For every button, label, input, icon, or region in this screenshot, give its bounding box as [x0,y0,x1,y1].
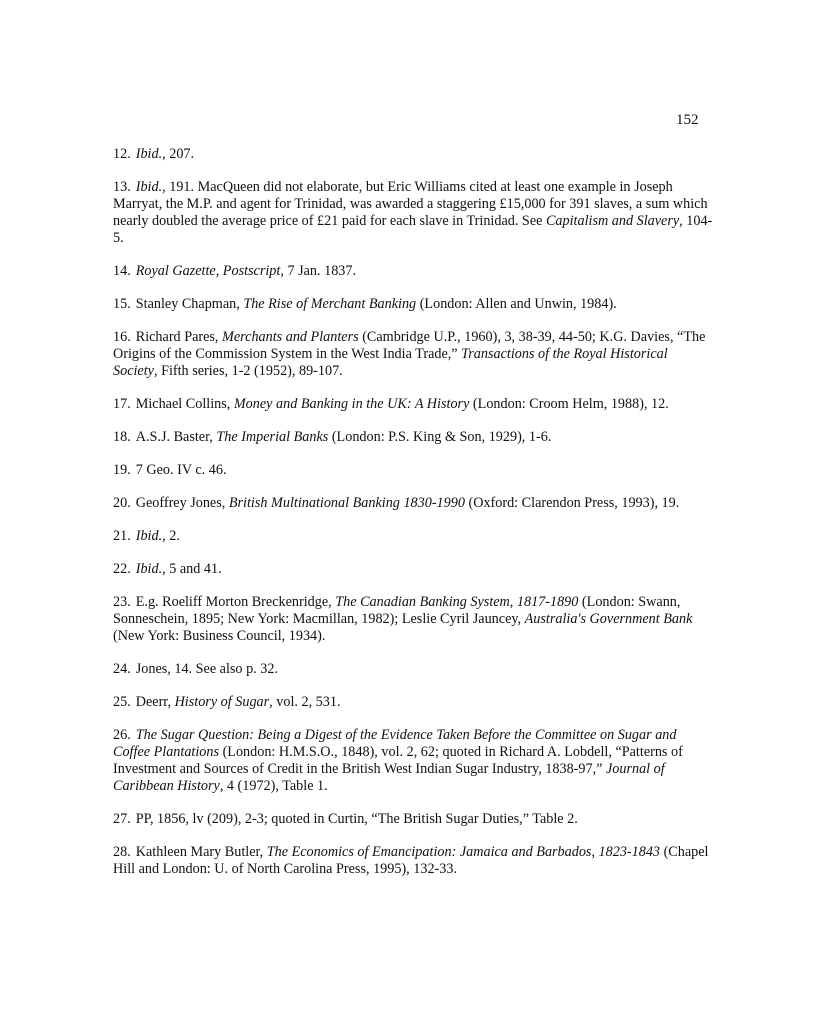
footnote [113,396,713,413]
footnote-text: Jones, 14. See also p. 32. [135,661,278,677]
footnote-italic-text: Journal of Caribbean History [113,761,665,794]
footnote-text: A.S.J. Baster, [135,429,217,445]
footnote-text: , vol. 2, 531. [269,694,341,710]
footnote-italic-text: Capitalism and Slavery [545,213,680,229]
footnote [113,561,713,578]
footnote-text: PP, 1856, lv (209), 2-3; quoted in Curtin, “The British Sugar Duties,” Table 2. [135,811,578,827]
footnote [113,462,713,479]
footnote-italic-text: The Rise of Merchant Banking [243,296,417,312]
footnote-text: Kathleen Mary Butler, [135,844,267,860]
footnote-text: 7 Geo. IV c. 46. [135,462,227,478]
footnote-italic-text: Merchants and Planters [222,329,359,345]
footnote-text: (London: Swann, Sonneschein, 1895; New York: Macmillan, 1982); Leslie Cyril Jauncey, [113,594,681,627]
footnote-text: , Fifth series, 1-2 (1952), 89-107. [153,363,343,379]
footnote [113,263,713,280]
footnote-number: 22. [113,561,131,577]
footnote-italic-text: Ibid. [135,179,163,195]
footnote-italic-text: Money and Banking in the UK: A History [233,396,470,412]
footnote-text: , 104-5. [113,213,713,246]
footnote-italic-text: The Imperial Banks [216,429,329,445]
footnote-italic-text: Transactions of the Royal Historical Society [113,346,668,379]
footnote-text: (Chapel Hill and London: U. of North Carolina Press, 1995), 132-33. [113,844,709,877]
footnote-number: 21. [113,528,131,544]
footnote-text: (London: H.M.S.O., 1848), vol. 2, 62; quoted in Richard A. Lobdell, “Patterns of Investment and Sources of Credit in the British West Indian Sugar Industry, 1838-97,” [113,744,683,777]
footnote-number: 17. [113,396,131,412]
footnote-number: 19. [113,462,131,478]
footnote [113,661,713,678]
footnote-italic-text: Australia's Government Bank [524,611,693,627]
footnote-text: (New York: Business Council, 1934). [113,628,326,644]
footnote-number: 20. [113,495,131,511]
footnotes-list [113,146,713,894]
footnote-text: Richard Pares, [135,329,223,345]
footnote-number: 27. [113,811,131,827]
footnote-text: , 191. MacQueen did not elaborate, but Eric Williams cited at least one example in Joseph Marryat, the M.P. and agent for Trinidad, was awarded a staggering £15,000 for 391 slaves, a sum which nearly doubled the average price of £21 paid for each slave in Trinidad. See [113,179,708,229]
footnote-number: 14. [113,263,131,279]
footnote [113,329,713,380]
footnote-italic-text: Royal Gazette, Postscript [135,263,281,279]
footnote [113,811,713,828]
footnote-text: , 7 Jan. 1837. [280,263,357,279]
footnote-text: , 5 and 41. [162,561,222,577]
footnote-text: (London: Croom Helm, 1988), 12. [469,396,669,412]
footnote-number: 15. [113,296,131,312]
footnote [113,727,713,795]
footnote [113,594,713,645]
footnote-number: 16. [113,329,131,345]
footnote-italic-text: Ibid. [135,528,163,544]
footnote-number: 24. [113,661,131,677]
footnote-number: 13. [113,179,131,195]
footnote-text: (Cambridge U.P., 1960), 3, 38-39, 44-50; K.G. Davies, “The Origins of the Commission System in the West India Trade,” [113,329,706,362]
footnote-text: Michael Collins, [135,396,234,412]
footnote-text: (London: P.S. King & Son, 1929), 1-6. [328,429,552,445]
footnote-text: (London: Allen and Unwin, 1984). [416,296,617,312]
footnote-text: , 4 (1972), Table 1. [219,778,328,794]
footnote-number: 28. [113,844,131,860]
footnote-italic-text: Ibid. [135,561,163,577]
page-number: 152 [676,112,699,128]
footnote [113,296,713,313]
footnote-text: , 2. [162,528,180,544]
footnote [113,528,713,545]
footnote [113,146,713,163]
footnote-italic-text: British Multinational Banking 1830-1990 [228,495,465,511]
footnote-italic-text: Ibid. [135,146,163,162]
footnote-number: 26. [113,727,131,743]
footnote-italic-text: The Sugar Question: Being a Digest of the Evidence Taken Before the Committee on Sugar and Coffee Plantations [113,727,677,760]
footnote [113,495,713,512]
footnote-text: (Oxford: Clarendon Press, 1993), 19. [464,495,680,511]
footnote-italic-text: The Economics of Emancipation: Jamaica and Barbados, 1823-1843 [266,844,661,860]
footnote-italic-text: History of Sugar [174,694,270,710]
footnote-text: E.g. Roeliff Morton Breckenridge, [135,594,336,610]
footnote-text: , 207. [162,146,195,162]
footnote [113,844,713,878]
footnote [113,179,713,247]
footnote-text: Geoffrey Jones, [135,495,229,511]
footnote [113,429,713,446]
footnote [113,694,713,711]
footnote-number: 23. [113,594,131,610]
footnote-text: Stanley Chapman, [135,296,244,312]
footnote-number: 25. [113,694,131,710]
footnote-text: Deerr, [135,694,175,710]
footnote-italic-text: The Canadian Banking System, 1817-1890 [335,594,579,610]
footnote-number: 12. [113,146,131,162]
footnote-number: 18. [113,429,131,445]
